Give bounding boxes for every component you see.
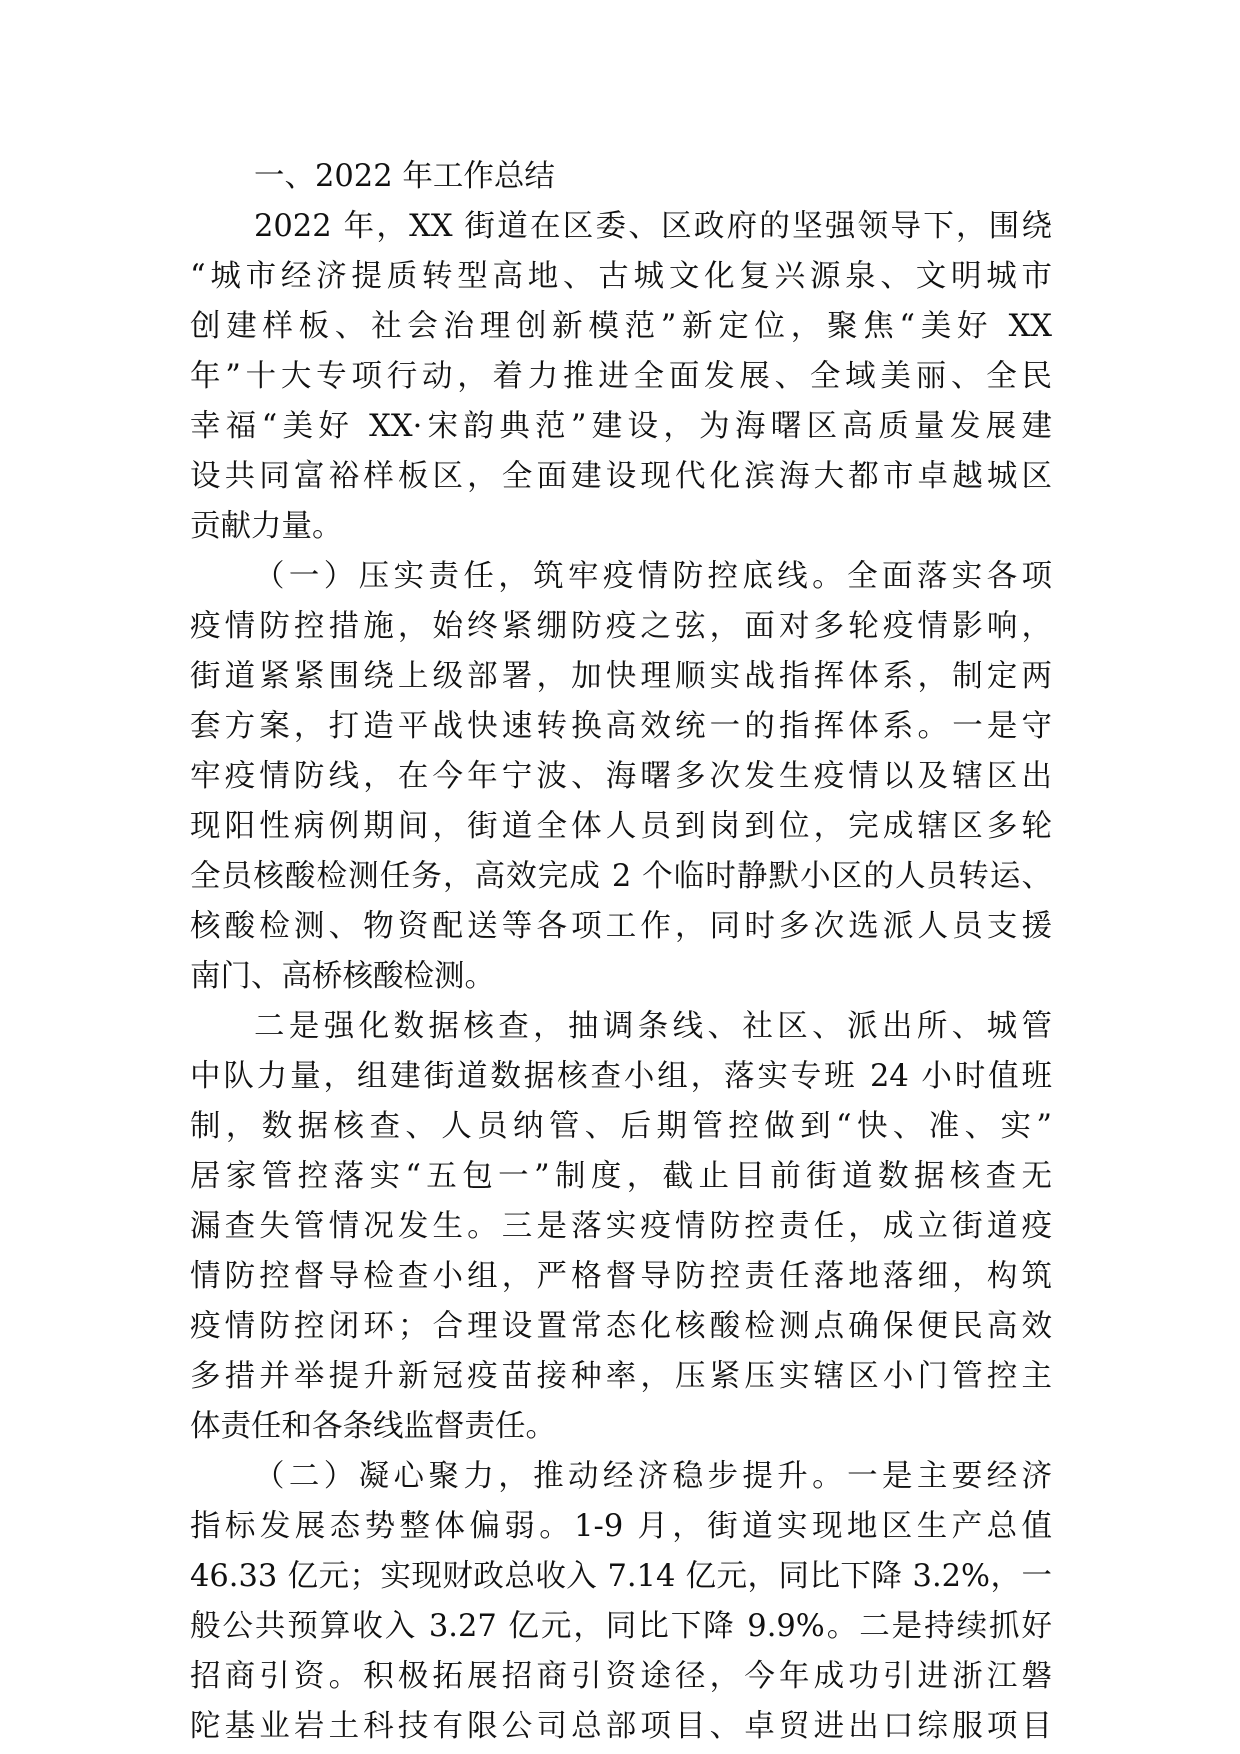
paragraph-line: 街道紧紧围绕上级部署，加快理顺实战指挥体系，制定两: [190, 659, 1052, 694]
paragraph-line: 招商引资。积极拓展招商引资途径，今年成功引进浙江磐: [190, 1659, 1052, 1694]
paragraph-line: 套方案，打造平战快速转换高效统一的指挥体系。一是守: [190, 709, 1052, 744]
paragraph-line: 现阳性病例期间，街道全体人员到岗到位，完成辖区多轮: [190, 809, 1052, 844]
paragraph-line: 牢疫情防线，在今年宁波、海曙多次发生疫情以及辖区出: [190, 759, 1052, 794]
section-heading: 一、2022 年工作总结: [254, 159, 555, 194]
document-body: [190, 152, 1052, 1752]
paragraph-line: 二是强化数据核查，抽调条线、社区、派出所、城管: [254, 1009, 1052, 1044]
paragraph-part-1: [190, 552, 1052, 1002]
paragraph-line: 指标发展态势整体偏弱。1-9 月，街道实现地区生产总值: [190, 1509, 1052, 1544]
paragraph-line: 46.33 亿元；实现财政总收入 7.14 亿元，同比下降 3.2%，一: [190, 1559, 1052, 1594]
paragraph-line: 制，数据核查、人员纳管、后期管控做到“快、准、实”: [190, 1109, 1052, 1144]
paragraph-line: 中队力量，组建街道数据核查小组，落实专班 24 小时值班: [190, 1059, 1052, 1094]
paragraph-line: （一）压实责任，筑牢疫情防控底线。全面落实各项: [254, 559, 1052, 594]
paragraph-line: 核酸检测、物资配送等各项工作，同时多次选派人员支援: [190, 909, 1052, 944]
paragraph-line: 2022 年，XX 街道在区委、区政府的坚强领导下，围绕: [254, 209, 1052, 244]
paragraph-line: （二）凝心聚力，推动经济稳步提升。一是主要经济: [254, 1459, 1052, 1494]
paragraph-intro: [190, 202, 1052, 552]
paragraph-line: 漏查失管情况发生。三是落实疫情防控责任，成立街道疫: [190, 1209, 1052, 1244]
paragraph-line: 全员核酸检测任务，高效完成 2 个临时静默小区的人员转运、: [190, 859, 1052, 894]
paragraph-line: “城市经济提质转型高地、古城文化复兴源泉、文明城市: [190, 259, 1052, 294]
paragraph-line: 陀基业岩土科技有限公司总部项目、卓贸进出口综服项目: [190, 1709, 1052, 1744]
paragraph-line: 疫情防控措施，始终紧绷防疫之弦，面对多轮疫情影响，: [190, 609, 1052, 644]
paragraph-line: 年”十大专项行动，着力推进全面发展、全域美丽、全民: [190, 359, 1052, 394]
paragraph-line: 设共同富裕样板区，全面建设现代化滨海大都市卓越城区: [190, 459, 1052, 494]
paragraph-line: 居家管控落实“五包一”制度，截止目前街道数据核查无: [190, 1159, 1052, 1194]
paragraph-line: 疫情防控闭环；合理设置常态化核酸检测点确保便民高效: [190, 1309, 1052, 1344]
paragraph-line: 创建样板、社会治理创新模范”新定位，聚焦“美好 XX: [190, 309, 1052, 344]
paragraph-line: 体责任和各条线监督责任。: [190, 1409, 556, 1444]
paragraph-part-1-cont: [190, 1002, 1052, 1452]
paragraph-line: 般公共预算收入 3.27 亿元，同比下降 9.9%。二是持续抓好: [190, 1609, 1052, 1644]
paragraph-line: 幸福“美好 XX·宋韵典范”建设，为海曙区高质量发展建: [190, 409, 1052, 444]
paragraph-line: 情防控督导检查小组，严格督导防控责任落地落细，构筑: [190, 1259, 1052, 1294]
paragraph-line: 南门、高桥核酸检测。: [190, 959, 495, 994]
paragraph-line: 贡献力量。: [190, 509, 343, 544]
paragraph-line: 多措并举提升新冠疫苗接种率，压紧压实辖区小门管控主: [190, 1359, 1052, 1394]
paragraph-part-2: [190, 1452, 1052, 1752]
